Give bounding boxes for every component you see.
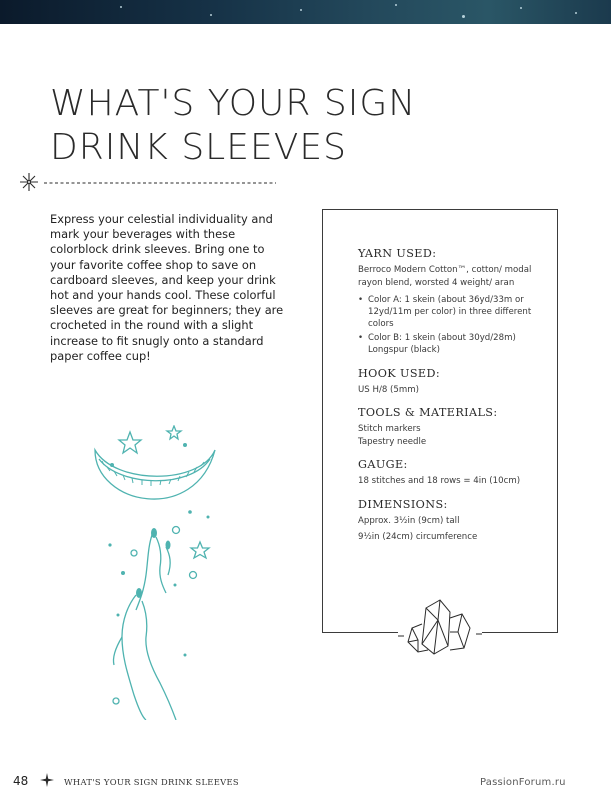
crystal-cluster-icon <box>398 598 482 660</box>
star-icon <box>119 432 141 453</box>
yarn-bullets <box>358 295 548 357</box>
page-title <box>50 82 470 170</box>
yarn-bullet-text: Color B: 1 skein (about 30yd/28m) Longspur (black) <box>368 333 516 356</box>
sparkle-star-icon <box>20 173 38 191</box>
yarn-heading: YARN USED: <box>358 247 437 260</box>
title-divider <box>18 170 278 194</box>
yarn-section <box>358 247 548 357</box>
star-icon <box>191 542 209 558</box>
top-banner <box>0 0 611 24</box>
star-icon <box>167 426 181 439</box>
intro-paragraph: Express your celestial individuality and mark your beverages with these colorblock drink sleeves. Bring one to your favorite coffee shop to save on cardboard sleeves, and keep your drink hot and your hands cool. These colorful sleeves are great for beginners; they are crocheted in the round with a slight increase to fit snugly onto a standard paper coffee cup! <box>50 212 284 363</box>
gauge-heading: GAUGE: <box>358 458 408 472</box>
yarn-description: Berroco Modern Cotton™, cotton/ modal rayon blend, worsted 4 weight/ aran <box>358 265 532 288</box>
moon-hand-stars-illustration <box>90 425 230 720</box>
sparkle-star-icon <box>40 773 54 787</box>
gauge-value: 18 stitches and 18 rows = 4in (10cm) <box>358 476 521 487</box>
list-item: • Color B: 1 skein (about 30yd/28m) Longspur (black) <box>358 333 516 356</box>
page-number: 48 <box>13 774 29 788</box>
materials-list <box>358 247 548 554</box>
list-item: • Color A: 1 skein (about 36yd/33m or 12yd/11m per color) in three different colors <box>358 295 532 329</box>
yarn-bullet-text: Color A: 1 skein (about 36yd/33m or 12yd/11m per color) in three different colors <box>368 295 532 329</box>
title-line-2: DRINK SLEEVES <box>50 127 347 168</box>
hook-heading: HOOK USED: <box>358 366 441 380</box>
tools-item: Stitch markers <box>358 424 421 435</box>
title-line-1: WHAT'S YOUR SIGN <box>50 83 417 124</box>
hook-section <box>358 367 548 397</box>
hook-value: US H/8 (5mm) <box>358 384 419 395</box>
tools-section <box>358 406 548 448</box>
dimensions-item: Approx. 3½in (9cm) tall <box>358 515 460 526</box>
tools-item: Tapestry needle <box>358 436 427 447</box>
watermark: PassionForum.ru <box>480 777 566 788</box>
tools-heading: TOOLS & MATERIALS: <box>358 406 498 420</box>
dimensions-section <box>358 498 548 544</box>
dimensions-item: 9½in (24cm) circumference <box>358 532 478 543</box>
dimensions-heading: DIMENSIONS: <box>358 497 448 511</box>
running-title: WHAT'S YOUR SIGN DRINK SLEEVES <box>64 777 239 787</box>
gauge-section <box>358 458 548 488</box>
